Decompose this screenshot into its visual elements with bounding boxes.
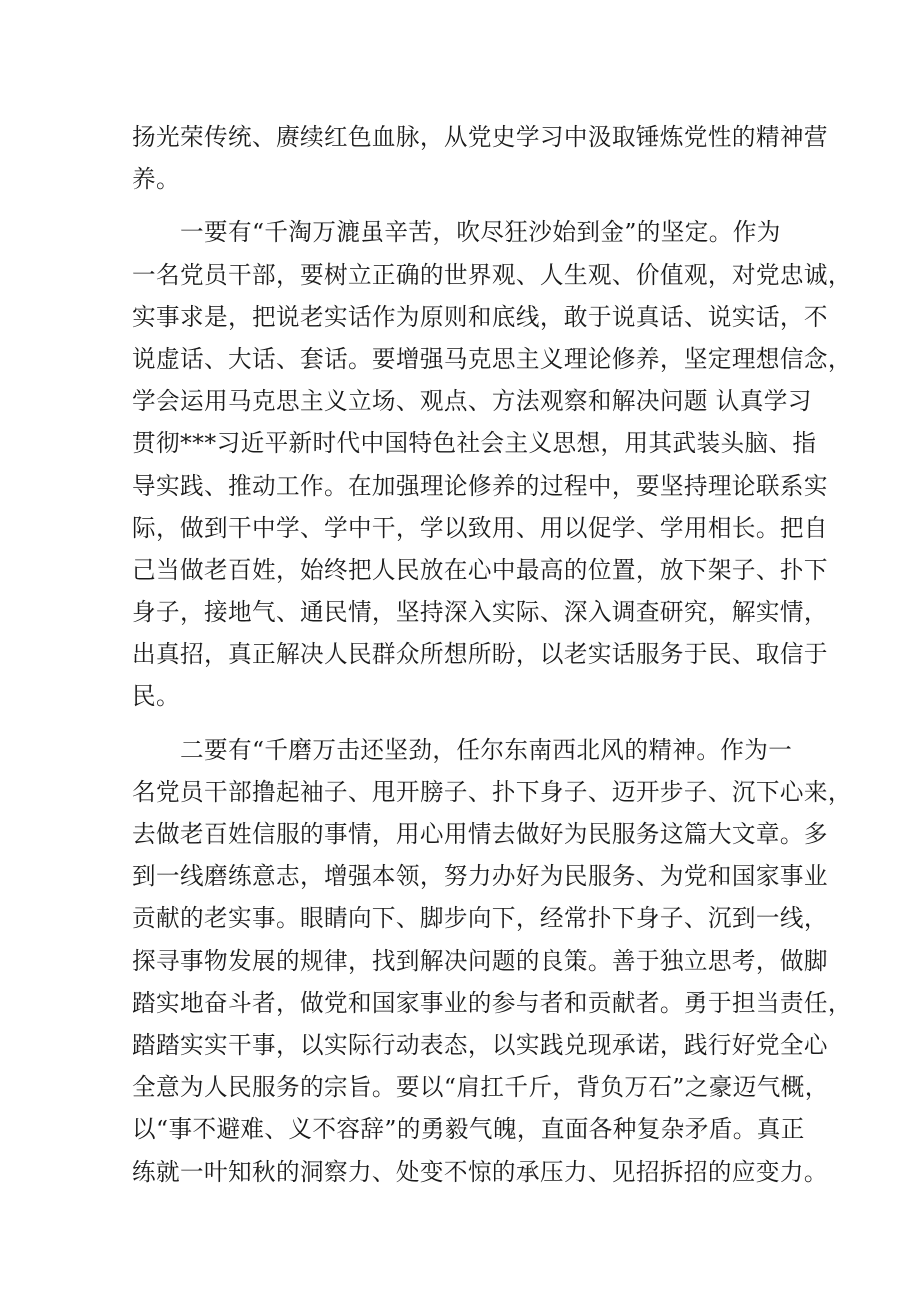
- paragraph-1: [132, 116, 828, 200]
- text-line: 身子，接地气、通民情，坚持深入实际、深入调查研究，解实情，: [132, 598, 828, 627]
- text-line: 己当做老百姓，始终把人民放在心中最高的位置，放下架子、扑下: [132, 555, 828, 584]
- text-line: 一名党员干部，要树立正确的世界观、人生观、价值观，对党忠诚，: [132, 260, 852, 289]
- text-line: 实事求是，把说老实话作为原则和底线，敢于说真话、说实话，不: [132, 302, 828, 331]
- text-line: 说虚话、大话、套话。要增强马克思主义理论修养，坚定理想信念，: [132, 344, 852, 373]
- text-line: 导实践、推动工作。在加强理论修养的过程中，要坚持理论联系实: [132, 471, 828, 500]
- text-line: 际，做到干中学、学中干，学以致用、用以促学、学用相长。把自: [132, 513, 828, 542]
- text-line: 二要有“千磨万击还坚劲，任尔东南西北风的精神。作为一: [132, 735, 793, 764]
- text-line: 探寻事物发展的规律，找到解决问题的良策。善于独立思考，做脚: [132, 946, 828, 975]
- text-line: 踏踏实实干事，以实际行动表态，以实践兑现承诺，践行好党全心: [132, 1030, 828, 1059]
- text-line: 练就一叶知秋的洞察力、处变不惊的承压力、见招拆招的应变力。: [132, 1157, 828, 1186]
- text-line: 出真招，真正解决人民群众所想所盼，以老实话服务于民、取信于: [132, 640, 828, 669]
- text-line: 一要有“千淘万漉虽辛苦，吹尽狂沙始到金”的坚定。作为: [132, 218, 781, 247]
- paragraph-2: [132, 211, 852, 717]
- text-line: 到一线磨练意志，增强本领，努力办好为民服务、为党和国家事业: [132, 862, 828, 891]
- text-line: 民。: [132, 682, 180, 711]
- text-line: 去做老百姓信服的事情，用心用情去做好为民服务这篇大文章。多: [132, 820, 828, 848]
- text-line: 学会运用马克思主义立场、观点、方法观察和解决问题 认真学习: [132, 387, 812, 416]
- document-body: [132, 116, 852, 1193]
- text-line: 踏实地奋斗者，做党和国家事业的参与者和贡献者。勇于担当责任，: [132, 988, 852, 1017]
- text-line: 扬光荣传统、赓续红色血脉，从党史学习中汲取锤炼党性的精神营: [132, 123, 828, 151]
- text-line: 养。: [132, 165, 180, 194]
- text-line: 名党员干部撸起袖子、甩开膀子、扑下身子、迈开步子、沉下心来，: [132, 777, 852, 806]
- text-line: 全意为人民服务的宗旨。要以“肩扛千斤，背负万石”之豪迈气概，: [132, 1073, 829, 1102]
- text-line: 贡献的老实事。眼睛向下、脚步向下，经常扑下身子、沉到一线，: [132, 904, 828, 933]
- text-line: 以“事不避难、义不容辞”的勇毅气魄，直面各种复杂矛盾。真正: [132, 1115, 805, 1144]
- text-line: 贯彻***习近平新时代中国特色社会主义思想，用其武装头脑、指: [132, 429, 817, 458]
- paragraph-3: [132, 729, 852, 1193]
